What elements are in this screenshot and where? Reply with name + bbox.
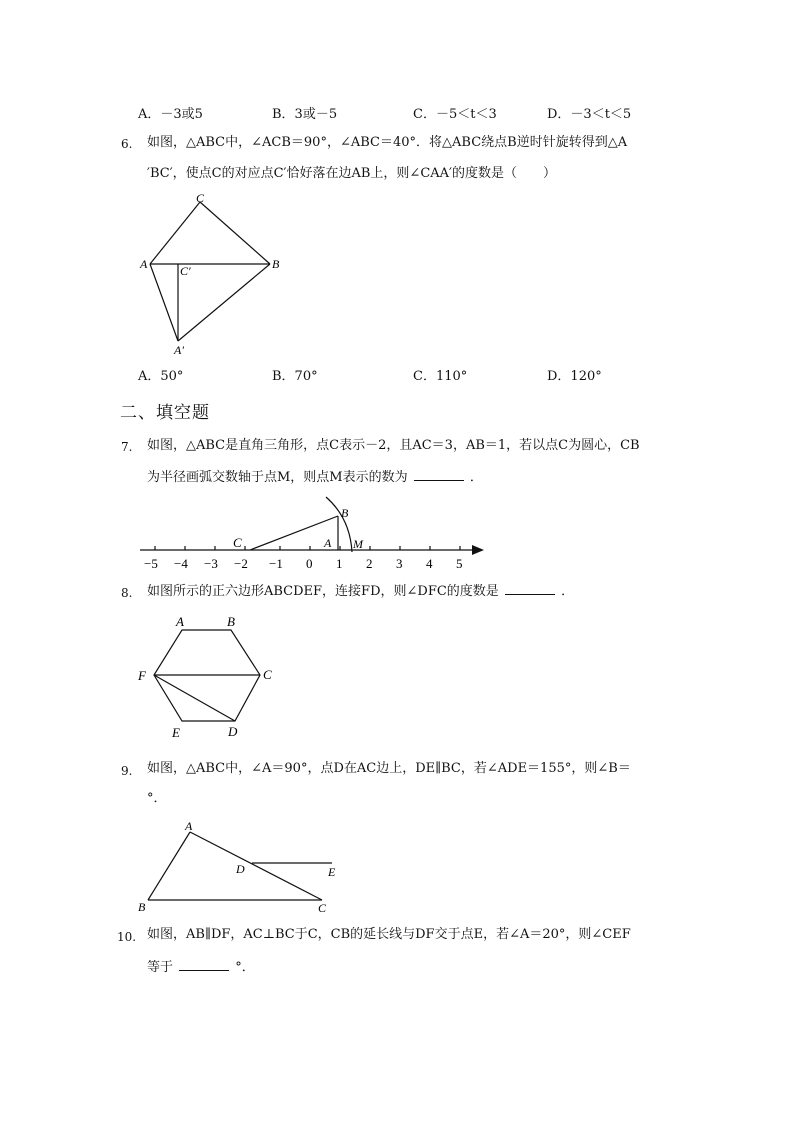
q6-label-b: B	[272, 257, 280, 271]
q8-label-e: E	[172, 725, 180, 740]
q7-answer-blank[interactable]	[414, 468, 464, 481]
q7-tick-label: 5	[456, 556, 463, 571]
q9-label-d: D	[236, 862, 245, 876]
q6-label-a-prime: A′	[174, 343, 184, 357]
q8-text-end: ．	[561, 584, 575, 599]
q6-label-a: A	[140, 257, 148, 271]
q9-label-c: C	[318, 901, 327, 915]
q10-text-line1: 如图，AB∥DF，AC⊥BC于C，CB的延长线与DF交于点E，若∠A＝20°，则∠CEF	[147, 927, 631, 942]
q6-option-a: A．50°	[138, 369, 184, 384]
q7-number-line	[130, 490, 500, 575]
q7-text-line2	[147, 468, 483, 487]
q7-tick-label: −4	[174, 556, 188, 571]
q6-label-c: C	[196, 191, 205, 205]
q10-number: 10.	[117, 930, 137, 944]
q5-option-b: B．3或－5	[272, 107, 338, 122]
q7-label-c: C	[233, 535, 242, 550]
q8-hexagon-figure	[130, 610, 280, 740]
q7-text-line2-main: 为半径画弧交数轴于点M，则点M表示的数为	[147, 470, 408, 485]
q7-text-line1: 如图，△ABC是直角三角形，点C表示－2，且AC＝3，AB＝1，若以点C为圆心，CB	[147, 438, 640, 453]
q5-option-a: A．－3或5	[138, 107, 203, 122]
q6-option-d: D．120°	[547, 369, 602, 384]
q8-label-c: C	[263, 667, 272, 682]
q6-number: 6.	[121, 137, 133, 151]
q9-label-a: A	[185, 819, 193, 833]
q7-tick-label: 2	[366, 556, 373, 571]
q8-label-d: D	[228, 724, 238, 739]
q5-option-d: D．－3＜t＜5	[547, 107, 632, 122]
q8-number: 8.	[121, 586, 133, 600]
q6-label-c-prime: C′	[180, 264, 191, 278]
q9-label-b: B	[138, 900, 146, 914]
q8-label-f: F	[138, 668, 146, 683]
q8-text	[147, 582, 574, 601]
q7-tick-label: −1	[269, 556, 283, 571]
q9-text-line1: 如图，△ABC中，∠A＝90°，点D在AC边上，DE∥BC，若∠ADE＝155°，则∠B＝	[147, 761, 631, 776]
section-title: 二、填空题	[120, 403, 210, 423]
q6-text-line2: ′BC′，使点C的对应点C′恰好落在边AB上，则∠CAA′的度数是（ ）	[147, 166, 556, 181]
q7-label-m: M	[353, 537, 363, 551]
q9-number: 9.	[121, 764, 133, 778]
q9-triangle-figure	[130, 815, 350, 915]
q7-tick-label: 3	[396, 556, 403, 571]
q7-label-b: B	[341, 506, 349, 520]
q6-text-line1: 如图，△ABC中，∠ACB＝90°，∠ABC＝40°．将△ABC绕点B逆时针旋转得到△A	[147, 135, 628, 150]
q10-text-line2-end: °．	[235, 960, 255, 975]
q7-number: 7.	[121, 440, 133, 454]
q7-tick-label: −5	[144, 556, 158, 571]
q9-text-line2: °．	[147, 791, 167, 806]
q6-figure	[130, 188, 290, 358]
q6-option-c: C．110°	[413, 369, 468, 384]
q9-label-e: E	[328, 865, 336, 879]
q8-label-b: B	[227, 614, 235, 629]
q7-tick-label: 0	[306, 556, 313, 571]
q10-text-line2-start: 等于	[147, 960, 174, 975]
q6-option-b: B．70°	[272, 369, 318, 384]
q7-tick-label: 1	[336, 556, 343, 571]
q8-answer-blank[interactable]	[505, 582, 555, 595]
q8-label-a: A	[176, 614, 184, 629]
q7-tick-label: −3	[204, 556, 218, 571]
q7-label-a: A	[324, 536, 332, 550]
q10-answer-blank[interactable]	[179, 958, 229, 971]
q10-text-line2	[147, 958, 255, 977]
q7-text-line2-end: ．	[469, 470, 483, 485]
q5-option-c: C．－5＜t＜3	[413, 107, 497, 122]
q7-tick-label: 4	[426, 556, 433, 571]
q7-tick-label: −2	[234, 556, 248, 571]
q8-text-main: 如图所示的正六边形ABCDEF，连接FD，则∠DFC的度数是	[147, 584, 499, 599]
